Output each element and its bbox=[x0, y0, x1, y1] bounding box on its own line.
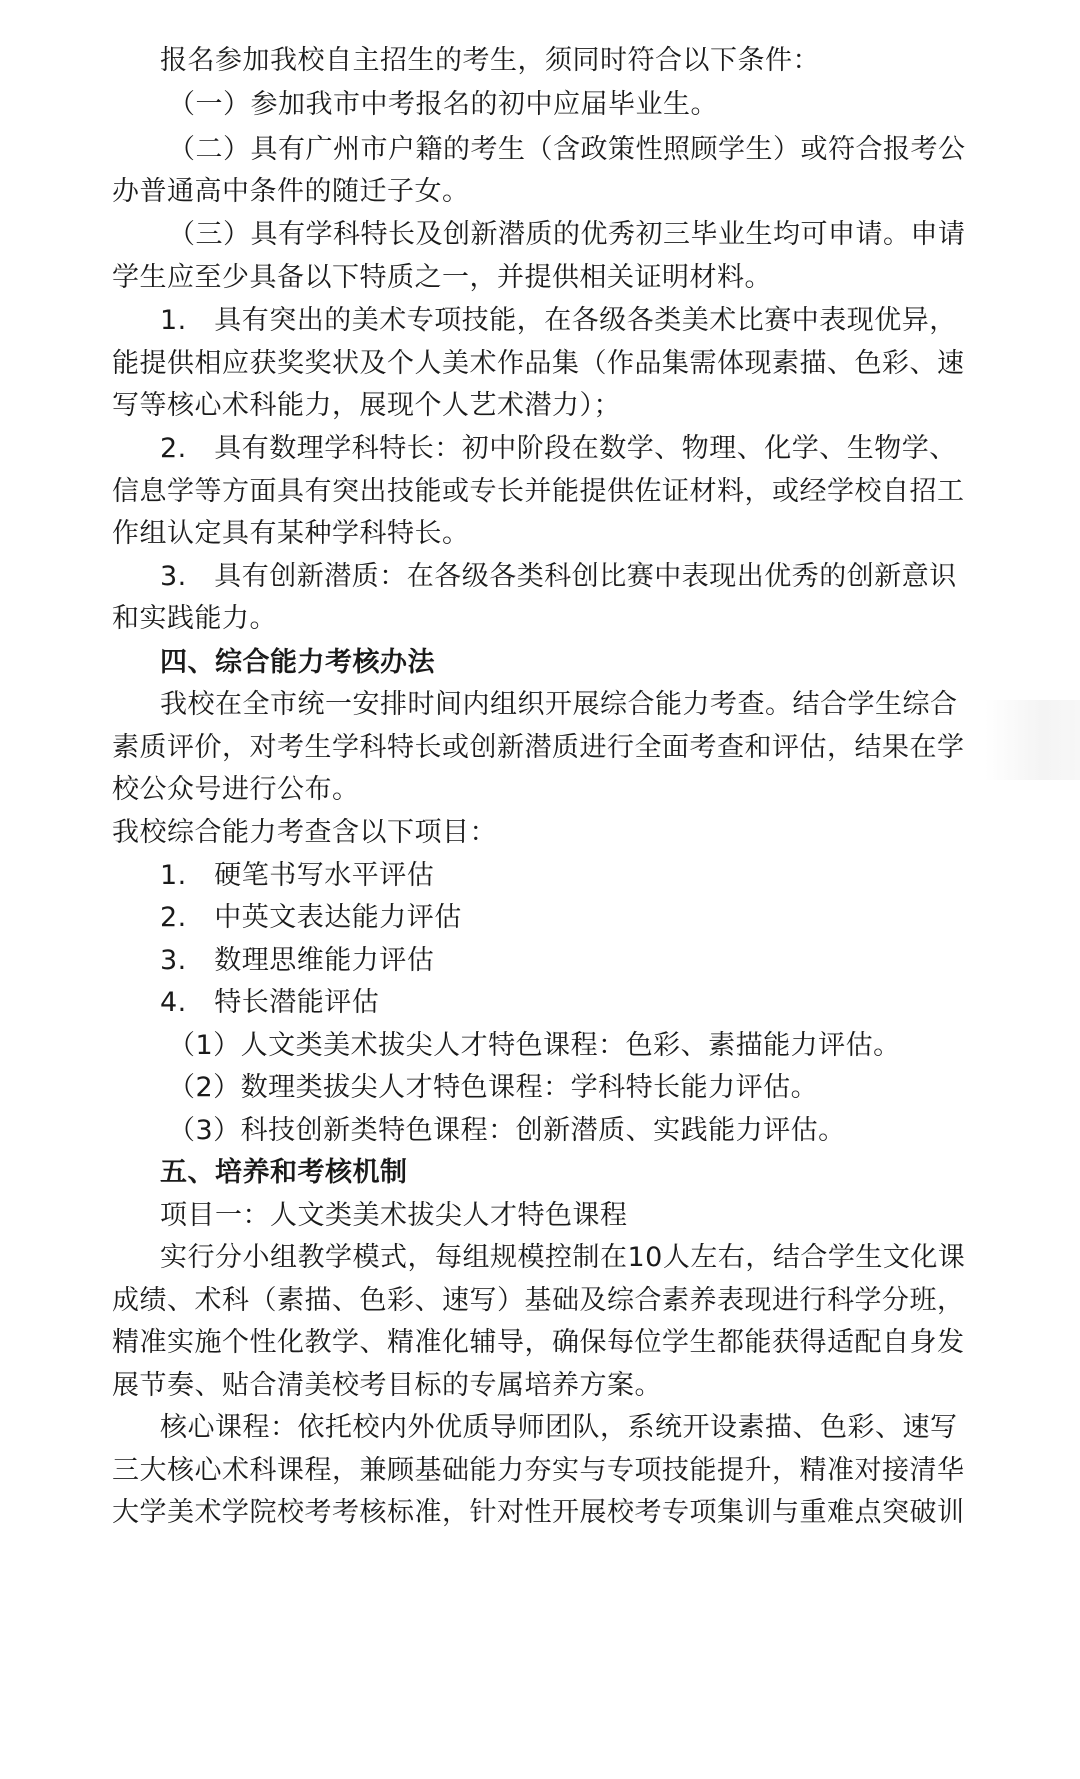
section-4-para-line-2: 素质评价，对考生学科特长或创新潜质进行全面考查和评估，结果在学 bbox=[112, 732, 965, 763]
section-4-heading: 四、综合能力考核办法 bbox=[160, 647, 435, 678]
project-1-para-line-2: 成绩、术科（素描、色彩、速写）基础及综合素养表现进行科学分班， bbox=[112, 1285, 965, 1316]
assessment-sub-item-1: （1）人文类美术拔尖人才特色课程：色彩、素描能力评估。 bbox=[168, 1030, 901, 1061]
assessment-item-1: 1. 硬笔书写水平评估 bbox=[160, 860, 435, 891]
condition-2-line-1: （二）具有广州市户籍的考生（含政策性照顾学生）或符合报考公 bbox=[168, 134, 966, 165]
assessment-sub-item-2: （2）数理类拔尖人才特色课程：学科特长能力评估。 bbox=[168, 1072, 819, 1103]
section-5-heading: 五、培养和考核机制 bbox=[160, 1157, 408, 1188]
assessment-item-3: 3. 数理思维能力评估 bbox=[160, 945, 435, 976]
assessment-item-2: 2. 中英文表达能力评估 bbox=[160, 902, 462, 933]
core-course-line-1: 核心课程：依托校内外优质导师团队，系统开设素描、色彩、速写 bbox=[160, 1412, 958, 1443]
assessment-item-4: 4. 特长潜能评估 bbox=[160, 987, 380, 1018]
condition-3-line-1: （三）具有学科特长及创新潜质的优秀初三毕业生均可申请。申请 bbox=[168, 219, 966, 250]
assessment-items-intro: 我校综合能力考查含以下项目： bbox=[112, 817, 497, 848]
section-4-para-line-1: 我校在全市统一安排时间内组织开展综合能力考查。结合学生综合 bbox=[160, 689, 958, 720]
project-1-title: 项目一：人文类美术拔尖人才特色课程 bbox=[160, 1200, 628, 1231]
core-course-line-2: 三大核心术科课程，兼顾基础能力夯实与专项技能提升，精准对接清华 bbox=[112, 1455, 965, 1486]
scan-glare bbox=[985, 700, 1080, 780]
trait-1-line-1: 1. 具有突出的美术专项技能，在各级各类美术比赛中表现优异， bbox=[160, 305, 957, 336]
condition-3-line-2: 学生应至少具备以下特质之一，并提供相关证明材料。 bbox=[112, 262, 772, 293]
trait-3-line-2: 和实践能力。 bbox=[112, 603, 277, 634]
assessment-sub-item-3: （3）科技创新类特色课程：创新潜质、实践能力评估。 bbox=[168, 1115, 846, 1146]
condition-2-line-2: 办普通高中条件的随迁子女。 bbox=[112, 176, 470, 207]
core-course-line-3: 大学美术学院校考考核标准，针对性开展校考专项集训与重难点突破训 bbox=[112, 1497, 965, 1528]
section-4-para-line-3: 校公众号进行公布。 bbox=[112, 774, 360, 805]
trait-3-line-1: 3. 具有创新潜质：在各级各类科创比赛中表现出优秀的创新意识 bbox=[160, 561, 957, 592]
project-1-para-line-1: 实行分小组教学模式，每组规模控制在10人左右，结合学生文化课 bbox=[160, 1242, 966, 1273]
trait-1-line-2: 能提供相应获奖奖状及个人美术作品集（作品集需体现素描、色彩、速 bbox=[112, 348, 965, 379]
trait-1-line-3: 写等核心术科能力，展现个人艺术潜力）； bbox=[112, 390, 621, 421]
project-1-para-line-4: 展节奏、贴合清美校考目标的专属培养方案。 bbox=[112, 1370, 662, 1401]
condition-1: （一）参加我市中考报名的初中应届毕业生。 bbox=[168, 89, 718, 120]
project-1-para-line-3: 精准实施个性化教学、精准化辅导，确保每位学生都能获得适配自身发 bbox=[112, 1327, 965, 1358]
trait-2-line-3: 作组认定具有某种学科特长。 bbox=[112, 518, 470, 549]
intro-line: 报名参加我校自主招生的考生，须同时符合以下条件： bbox=[160, 45, 820, 76]
trait-2-line-2: 信息学等方面具有突出技能或专长并能提供佐证材料，或经学校自招工 bbox=[112, 476, 965, 507]
trait-2-line-1: 2. 具有数理学科特长：初中阶段在数学、物理、化学、生物学、 bbox=[160, 433, 957, 464]
